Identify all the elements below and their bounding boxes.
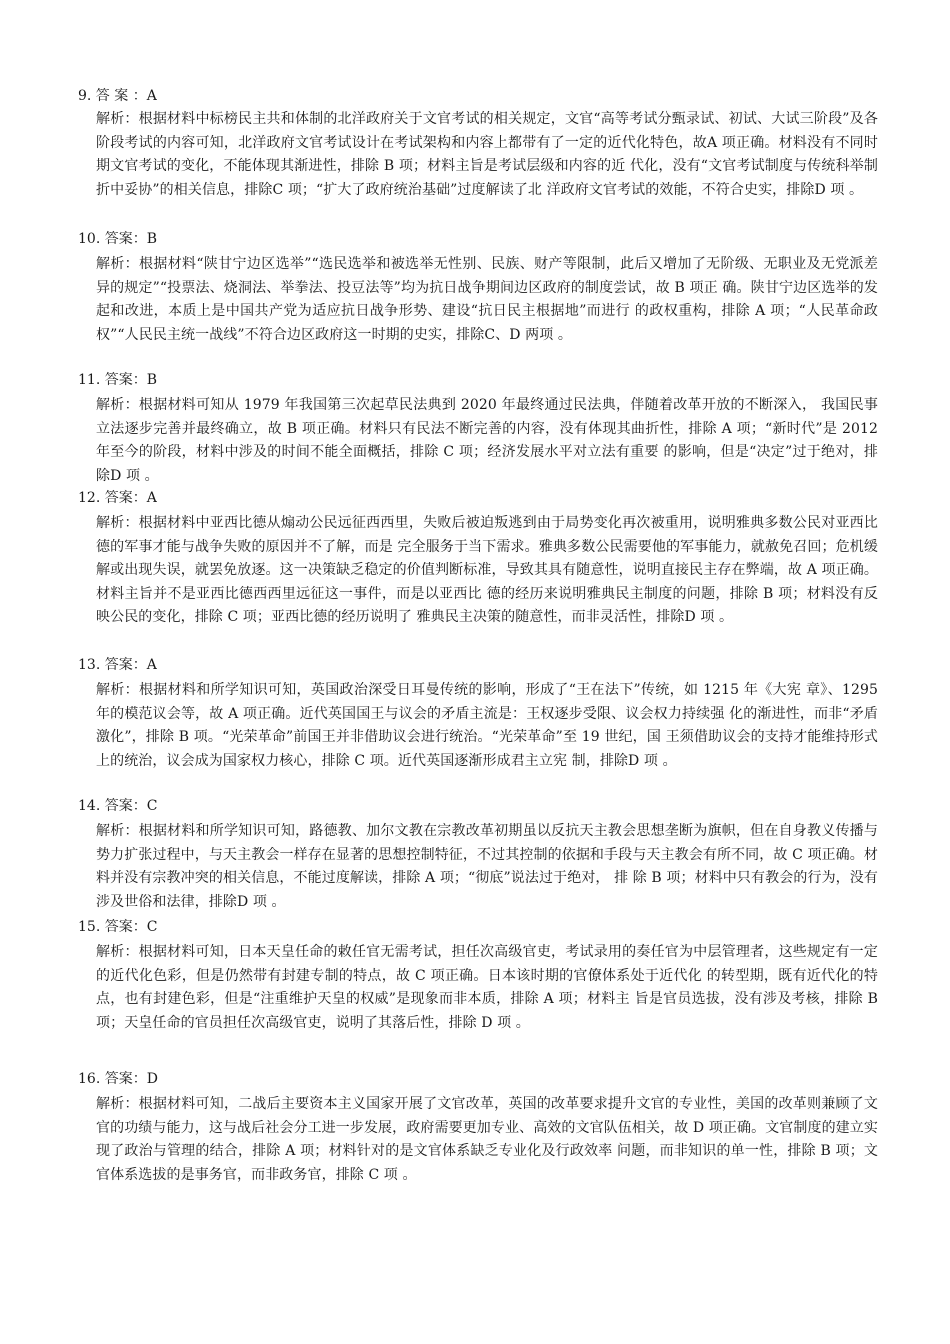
answer-label: 12. 答案：A (78, 490, 157, 506)
answer-label: 11. 答案：B (78, 372, 158, 388)
explanation-text: 解析：根据材料中标榜民主共和体制的北洋政府关于文官考试的相关规定，文官“高等考试分甄录试、初试、大试三阶段”及各阶段考试的内容可知，北洋政府文官考试设计在考试架构和内容上都带有了一定的近代化特色，故A 项正确。材料没有不同时期文官考试的变化，不能体现其渐进性，排除 B 项；材料主旨是考试层级和内容的近 代化，没有“文官考试制度与传统科举制折中妥协”的相关信息，排除C 项；“扩大了政府统治基础”过度解读了北 洋政府文官考试的效能，不符合史实，排除D 项 。 (96, 111, 878, 198)
answer-label: 14. 答案：C (78, 798, 158, 814)
answer-label: 9. 答 案 ：A (78, 88, 157, 104)
answer-label: 10. 答案：B (78, 231, 158, 247)
explanation-text: 解析：根据材料和所学知识可知，路德教、加尔文教在宗教改革初期虽以反抗天主教会思想垄断为旗帜，但在自身教义传播与势力扩张过程中，与天主教会一样存在显著的思想控制特征，不过其控制的依据和手段与天主教会有所不同，故 C 项正确。材料并没有宗教冲突的相关信息，不能过度解读，排除 A 项；“彻底”说法过于绝对， 排 除 B 项；材料中只有教会的行为，没有涉及世俗和法律，排除D 项 。 (96, 823, 878, 910)
explanation-text: 解析：根据材料中亚西比德从煽动公民远征西西里，失败后被迫叛逃到由于局势变化再次被重用，说明雅典多数公民对亚西比德的军事才能与战争失败的原因并不了解，而是 完全服务于当下需求。雅典多数公民需要他的军事能力，就赦免召回；危机缓解或出现失误，就罢免放逐。这一决策缺乏稳定的价值判断标准，导致其具有随意性，说明直接民主存在弊端，故 A 项正确。材料主旨并不是亚西比德西西里远征这一事件，而是以亚西比 德的经历来说明雅典民主制度的问题，排除 B 项；材料没有反映公民的变化，排除 C 项；亚西比德的经历说明了 雅典民主决策的随意性，而非灵活性，排除D 项 。 (96, 515, 878, 625)
answer-label: 15. 答案：C (78, 919, 158, 935)
explanation-text: 解析：根据材料可知，日本天皇任命的敕任官无需考试，担任次高级官吏，考试录用的奏任官为中层管理者，这些规定有一定的近代化色彩，但是仍然带有封建专制的特点，故 C 项正确。日本该时期的官僚体系处于近代化 的转型期，既有近代化的特点，也有封建色彩，但是“注重维护天皇的权威”是现象而非本质，排除 A 项；材料主 旨是官员选拔，没有涉及考核，排除 B 项；天皇任命的官员担任次高级官吏，说明了其落后性，排除 D 项 。 (96, 944, 878, 1031)
explanation-text: 解析：根据材料和所学知识可知，英国政治深受日耳曼传统的影响，形成了“王在法下”传统，如 1215 年《大宪 章》、1295 年的模范议会等，故 A 项正确。近代英国国王与议会的矛盾主流是：王权逐步受限、议会权力持续强 化的渐进性，而非“矛盾激化”，排除 B 项。“光荣革命”前国王并非借助议会进行统治。“光荣革命”至 19 世纪，国 王须借助议会的支持才能维持形式上的统治，议会成为国家权力核心，排除 C 项。近代英国逐渐形成君主立宪 制，排除D 项 。 (96, 682, 878, 769)
answer-label: 16. 答案：D (78, 1071, 158, 1087)
explanation-text: 解析：根据材料可知，二战后主要资本主义国家开展了文官改革，英国的改革要求提升文官的专业性，美国的改革则兼顾了文官的功绩与能力，这与战后社会分工进一步发展，政府需要更加专业、高效的文官队伍相关，故 D 项正确。文官制度的建立实现了政治与管理的结合，排除 A 项；材料针对的是文官体系缺乏专业化及行政效率 问题，而非知识的单一性，排除 B 项；文官体系选拔的是事务官，而非政务官，排除 C 项 。 (96, 1096, 878, 1183)
answer-label: 13. 答案：A (78, 657, 157, 673)
explanation-text: 解析：根据材料可知从 1979 年我国第三次起草民法典到 2020 年最终通过民法典，伴随着改革开放的不断深入， 我国民事立法逐步完善并最终确立，故 B 项正确。材料只有民法不断完善的内容，没有体现其曲折性，排除 A 项；“新时代”是 2012 年至今的阶段，材料中涉及的时间不能全面概括，排除 C 项；经济发展水平对立法有重要 的影响，但是“决定”过于绝对，排除D 项 。 (96, 397, 878, 484)
explanation-text: 解析：根据材料“陕甘宁边区选举”“选民选举和被选举无性别、民族、财产等限制，此后又增加了无阶级、无职业及无党派差异的规定”“投票法、烧洞法、举拳法、投豆法等”均为抗日战争期间边区政府的制度尝试，故 B 项正 确。陕甘宁边区选举的发起和改进，本质上是中国共产党为适应抗日战争形势、建设“抗日民主根据地”而进行 的政权重构，排除 A 项；“人民革命政权”“人民民主统一战线”不符合边区政府这一时期的史实，排除C、D 两项 。 (96, 256, 878, 343)
